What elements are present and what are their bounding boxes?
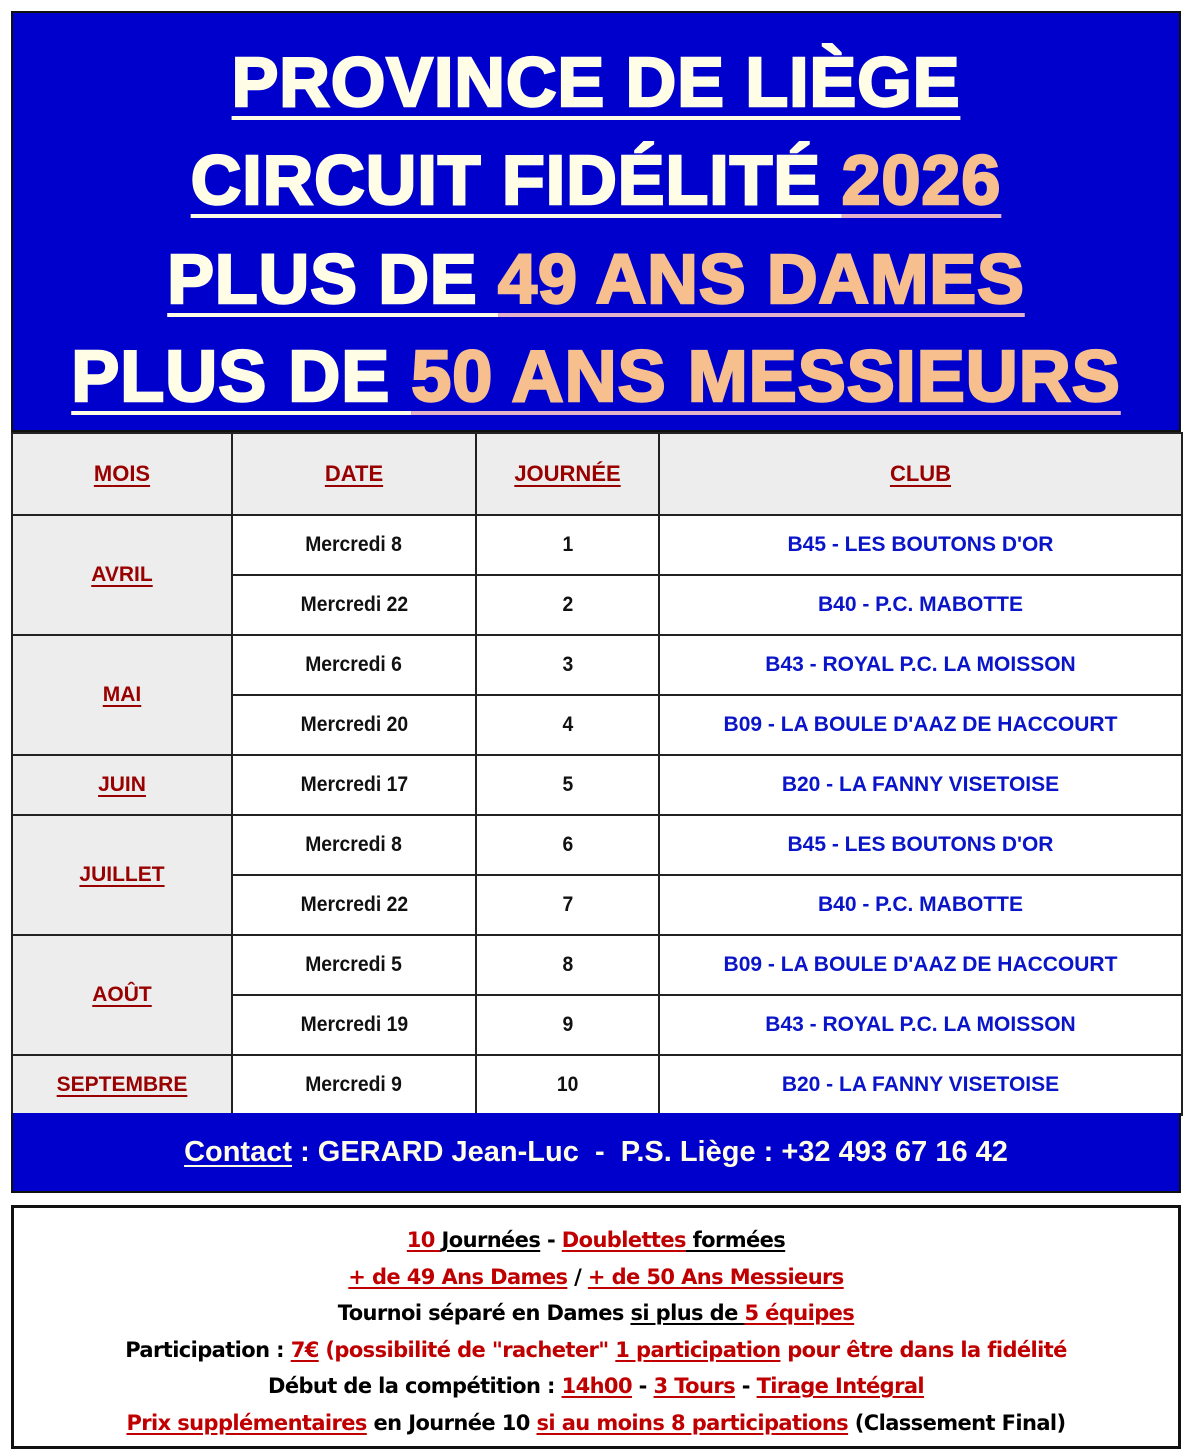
journee-cell xyxy=(476,995,659,1055)
notes-segment: si au moins 8 participations xyxy=(536,1410,849,1435)
journee-cell xyxy=(476,515,659,575)
journee-number: 7 xyxy=(562,893,573,916)
journee-number: 9 xyxy=(562,1013,573,1036)
notes-line xyxy=(14,1222,1178,1259)
notes-segment: / xyxy=(567,1264,588,1289)
journee-number: 3 xyxy=(562,653,573,676)
notes-line xyxy=(14,1368,1178,1405)
journee-cell xyxy=(476,875,659,935)
journee-number: 4 xyxy=(562,713,573,736)
title-province: PROVINCE DE LIÈGE xyxy=(231,43,961,121)
club-cell: B20 - LA FANNY VISETOISE xyxy=(659,755,1182,815)
club-cell: B43 - ROYAL P.C. LA MOISSON xyxy=(659,995,1182,1055)
date-text: Mercredi 20 xyxy=(300,713,408,736)
date-cell xyxy=(232,815,476,875)
table-row xyxy=(12,935,1182,995)
column-header-mois: MOIS xyxy=(12,433,232,515)
table-row xyxy=(12,815,1182,875)
journee-cell xyxy=(476,935,659,995)
journee-number: 5 xyxy=(562,773,573,796)
notes-segment: Doublettes xyxy=(561,1228,686,1252)
club-cell: B40 - P.C. MABOTTE xyxy=(659,575,1182,635)
notes-segment: - xyxy=(631,1374,654,1398)
notes-segment: Début de la compétition : xyxy=(267,1374,562,1398)
month-cell: SEPTEMBRE xyxy=(12,1055,232,1115)
journee-number: 10 xyxy=(556,1073,579,1096)
notes-segment: 10 xyxy=(406,1228,442,1252)
column-header-journee: JOURNÉE xyxy=(476,433,659,515)
contact-details: : GERARD Jean-Luc - P.S. Liège : +32 493 67 16 42 xyxy=(292,1135,1008,1168)
date-text: Mercredi 5 xyxy=(305,953,403,976)
notes-line xyxy=(14,1405,1178,1442)
notes-segment: 5 équipes xyxy=(744,1301,855,1325)
title-line-messieurs xyxy=(13,337,1179,417)
notes-segment: (Classement Final) xyxy=(848,1410,1066,1435)
notes-segment: 1 participation xyxy=(615,1337,781,1362)
title-messieurs-age: 50 ANS MESSIEURS xyxy=(411,337,1121,417)
notes-segment: - xyxy=(540,1228,562,1252)
club-cell: B09 - LA BOULE D'AAZ DE HACCOURT xyxy=(659,695,1182,755)
journee-cell xyxy=(476,1055,659,1115)
notes-segment: + de 49 Ans Dames xyxy=(348,1264,568,1289)
date-cell xyxy=(232,935,476,995)
club-cell: B40 - P.C. MABOTTE xyxy=(659,875,1182,935)
notes-segment: Prix supplémentaires xyxy=(126,1410,367,1435)
notes-segment: Participation : xyxy=(125,1337,291,1362)
title-line-circuit xyxy=(13,140,1179,220)
date-cell xyxy=(232,1055,476,1115)
date-cell xyxy=(232,695,476,755)
journee-cell xyxy=(476,755,659,815)
date-cell xyxy=(232,515,476,575)
month-cell: AOÛT xyxy=(12,935,232,1055)
club-cell: B43 - ROYAL P.C. LA MOISSON xyxy=(659,635,1182,695)
table-row xyxy=(12,635,1182,695)
date-cell xyxy=(232,995,476,1055)
date-text: Mercredi 6 xyxy=(305,653,403,676)
schedule-table xyxy=(11,432,1183,1116)
club-cell: B09 - LA BOULE D'AAZ DE HACCOURT xyxy=(659,935,1182,995)
poster xyxy=(11,11,1181,1449)
notes-segment: 7€ xyxy=(290,1337,319,1362)
title-line-province xyxy=(13,42,1179,122)
date-text: Mercredi 22 xyxy=(300,593,408,616)
notes-segment: (possibilité de "racheter" xyxy=(318,1337,616,1362)
date-cell xyxy=(232,755,476,815)
notes-segment: - xyxy=(735,1374,757,1398)
column-header-club: CLUB xyxy=(659,433,1182,515)
notes-segment: Tournoi séparé en Dames xyxy=(337,1301,631,1325)
month-cell: JUIN xyxy=(12,755,232,815)
journee-number: 8 xyxy=(562,953,573,976)
contact-bar xyxy=(11,1113,1181,1193)
notes-segment: si plus de xyxy=(630,1301,745,1325)
date-text: Mercredi 22 xyxy=(300,893,408,916)
notes-segment: Journées xyxy=(441,1228,541,1252)
date-text: Mercredi 17 xyxy=(300,773,408,796)
title-plus-de: PLUS DE xyxy=(167,240,499,318)
journee-cell xyxy=(476,815,659,875)
table-row xyxy=(12,755,1182,815)
column-header-date: DATE xyxy=(232,433,476,515)
date-text: Mercredi 8 xyxy=(305,833,403,856)
title-circuit: CIRCUIT FIDÉLITÉ xyxy=(190,141,842,219)
table-header-row xyxy=(12,433,1182,515)
date-cell xyxy=(232,875,476,935)
date-text: Mercredi 19 xyxy=(300,1013,408,1036)
date-text: Mercredi 8 xyxy=(305,533,403,556)
notes-segment: pour être dans la fidélité xyxy=(780,1337,1067,1362)
notes-line xyxy=(14,1332,1178,1369)
notes-line xyxy=(14,1295,1178,1332)
club-cell: B45 - LES BOUTONS D'OR xyxy=(659,515,1182,575)
table-row xyxy=(12,1055,1182,1115)
month-cell: MAI xyxy=(12,635,232,755)
journee-cell xyxy=(476,695,659,755)
notes-segment: en Journée 10 xyxy=(366,1410,537,1435)
title-banner xyxy=(11,11,1181,432)
journee-number: 6 xyxy=(562,833,573,856)
title-line-dames xyxy=(13,239,1179,319)
date-text: Mercredi 9 xyxy=(305,1073,403,1096)
contact-label: Contact xyxy=(184,1135,293,1168)
title-dames-age: 49 ANS DAMES xyxy=(498,240,1025,318)
title-year: 2026 xyxy=(841,141,1002,219)
notes-segment: formées xyxy=(685,1228,786,1252)
journee-number: 2 xyxy=(562,593,573,616)
club-cell: B45 - LES BOUTONS D'OR xyxy=(659,815,1182,875)
title-plus-de: PLUS DE xyxy=(71,337,412,417)
notes-segment: Tirage Intégral xyxy=(756,1374,925,1398)
notes-segment: 14h00 xyxy=(561,1374,632,1398)
notes-box xyxy=(11,1205,1181,1449)
month-cell: AVRIL xyxy=(12,515,232,635)
notes-segment: + de 50 Ans Messieurs xyxy=(587,1264,844,1289)
notes-segment: 3 Tours xyxy=(653,1374,736,1398)
journee-cell xyxy=(476,635,659,695)
notes-line xyxy=(14,1259,1178,1296)
month-cell: JUILLET xyxy=(12,815,232,935)
journee-number: 1 xyxy=(562,533,573,556)
table-row xyxy=(12,515,1182,575)
date-cell xyxy=(232,575,476,635)
club-cell: B20 - LA FANNY VISETOISE xyxy=(659,1055,1182,1115)
date-cell xyxy=(232,635,476,695)
journee-cell xyxy=(476,575,659,635)
